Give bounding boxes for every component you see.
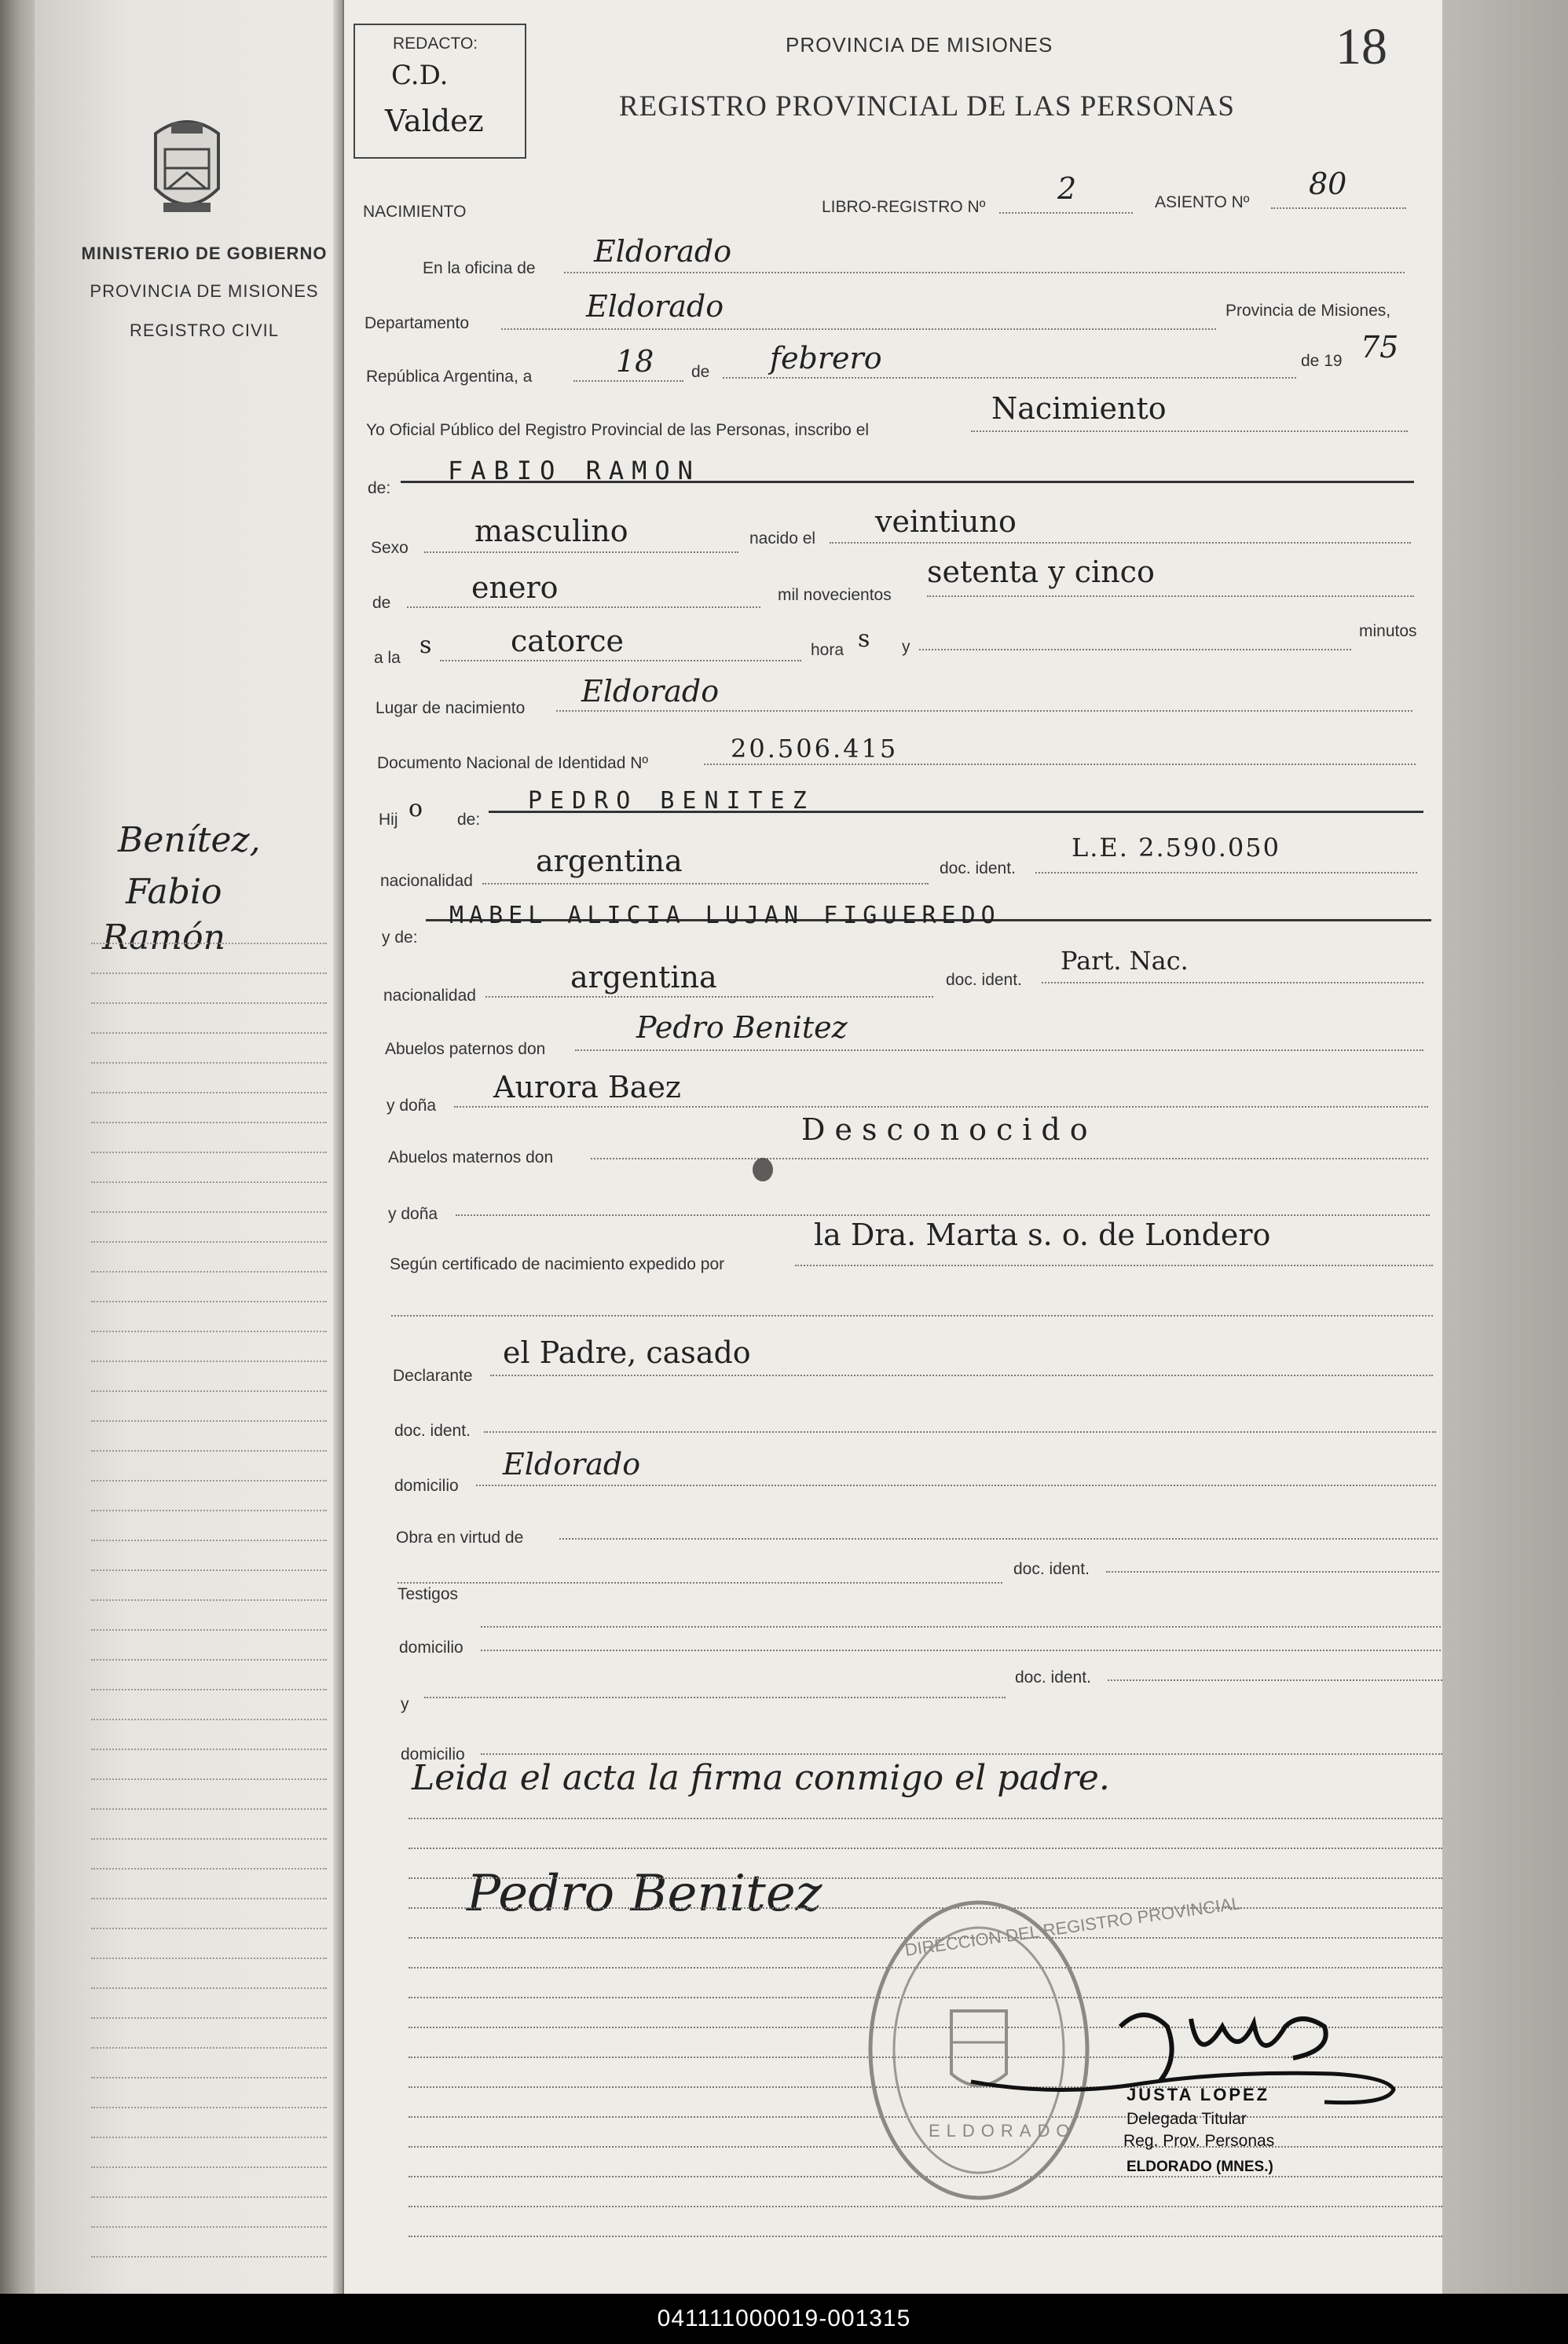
nac1-label: nacionalidad (380, 872, 473, 890)
obra-label: Obra en virtud de (396, 1529, 524, 1547)
body-ruled-line (408, 1818, 1442, 1819)
stamp-place: ELDORADO (929, 2121, 1076, 2141)
dni-dots (704, 764, 1416, 765)
obra-dots-2 (397, 1582, 1002, 1584)
minutos-dots (919, 649, 1351, 650)
margin-ruled-line (91, 1659, 327, 1661)
declarante-dots (490, 1375, 1433, 1376)
dni-label: Documento Nacional de Identidad Nº (377, 754, 649, 772)
body-ruled-line (408, 1877, 1442, 1879)
asiento-label: ASIENTO Nº (1155, 193, 1250, 211)
signature-padre: Pedro Benitez (467, 1865, 822, 1923)
margin-ruled-line (91, 1599, 327, 1601)
margin-ruled-line (91, 1062, 327, 1064)
margin-ruled-line (91, 1689, 327, 1690)
oficial-label: Yo Oficial Público del Registro Provincial de las Personas, inscribo el (366, 421, 870, 439)
margin-ruled-line (91, 1719, 327, 1720)
mil-label: mil novecientos (778, 586, 892, 604)
hora-suffix: s (858, 625, 870, 653)
lugar-dots (556, 710, 1412, 712)
margin-ruled-line (91, 1241, 327, 1243)
margin-ruled-line (91, 1510, 327, 1511)
margin-ruled-line (91, 1540, 327, 1541)
margin-ruled-line (91, 1808, 327, 1810)
form-left-rule (343, 0, 344, 2294)
margin-ruled-line (91, 1122, 327, 1123)
doc4-label: doc. ident. (1013, 1560, 1090, 1578)
anio-value: 75 (1361, 330, 1399, 364)
ministry-title: MINISTERIO DE GOBIERNO (81, 244, 328, 263)
margin-ruled-line (91, 972, 327, 974)
dia-dots (573, 380, 683, 382)
domicilio3-label: domicilio (401, 1745, 465, 1763)
libro-value: 2 (1057, 171, 1077, 206)
nac1-dots (482, 883, 929, 884)
margin-ruled-line (91, 1002, 327, 1004)
abuelo-pat-dots (575, 1049, 1423, 1051)
margin-ruled-line (91, 2017, 327, 2019)
departamento-label: Departamento (365, 314, 470, 332)
official-place: ELDORADO (MNES.) (1127, 2159, 1273, 2175)
doc1-dots (1035, 872, 1417, 874)
de-label: de (691, 363, 710, 381)
doc2-value: Part. Nac. (1061, 946, 1189, 976)
oficina-dots (564, 272, 1405, 273)
header-province: PROVINCIA DE MISIONES (786, 33, 1053, 57)
inscribo-dots (971, 430, 1408, 432)
nac2-label: nacionalidad (383, 987, 476, 1005)
dni-value: 20.506.415 (731, 734, 899, 764)
asiento-value: 80 (1309, 167, 1347, 201)
abuelo-mat-value: Desconocido (801, 1112, 1097, 1147)
y2-dots (424, 1697, 1006, 1698)
de-nombre-label: de: (368, 479, 391, 497)
hijo-suffix: o (408, 795, 423, 822)
margin-ruled-line (91, 1420, 327, 1422)
sexo-dots (424, 551, 738, 553)
madre-value: MABEL ALICIA LUJAN FIGUEREDO (449, 902, 1001, 929)
margin-ruled-line (91, 2107, 327, 2108)
header-title: REGISTRO PROVINCIAL DE LAS PERSONAS (619, 90, 1235, 123)
document-id: 041111000019-001315 (657, 2306, 911, 2331)
dona1-label: y doña (387, 1097, 437, 1115)
margin-note-line2: Fabio (126, 872, 222, 912)
left-page (35, 0, 343, 2294)
lugar-value: Eldorado (581, 674, 720, 709)
nacido-dots (830, 542, 1411, 544)
ink-blot (753, 1158, 773, 1181)
abuela-pat-value: Aurora Baez (493, 1070, 681, 1104)
margin-ruled-line (91, 2196, 327, 2198)
margin-ruled-line (91, 2137, 327, 2138)
margin-ruled-line (91, 943, 327, 944)
book-cover-right (1442, 0, 1568, 2294)
margin-ruled-line (91, 1361, 327, 1362)
margin-ruled-line (91, 1569, 327, 1571)
doc3-label: doc. ident. (394, 1422, 471, 1440)
minutos-label: minutos (1359, 622, 1417, 640)
mes-value: febrero (770, 341, 882, 375)
margin-ruled-line (91, 1271, 327, 1273)
abuelos-pat-label: Abuelos paternos don (385, 1040, 546, 1058)
de-mes-label: de (372, 594, 391, 612)
inscribo-value: Nacimiento (991, 391, 1167, 426)
margin-ruled-line (91, 2047, 327, 2049)
margin-ruled-line (91, 1749, 327, 1750)
abuelos-mat-label: Abuelos maternos don (388, 1148, 554, 1167)
act-type-label: NACIMIENTO (363, 203, 467, 221)
official-office: Reg. Prov. Personas (1123, 2132, 1275, 2150)
abuela-mat-dots (456, 1214, 1430, 1216)
redacto-line2: Valdez (385, 104, 484, 138)
dia-value: 18 (616, 344, 654, 379)
seal-icon (140, 110, 234, 225)
margin-ruled-line (91, 1152, 327, 1153)
nac2-dots (485, 996, 933, 998)
margin-ruled-line (91, 2256, 327, 2258)
margin-ruled-line (91, 2077, 327, 2078)
margin-ruled-line (91, 2226, 327, 2228)
domicilio3-dots (481, 1753, 1442, 1755)
dona2-label: y doña (388, 1205, 438, 1223)
margin-ruled-line (91, 1301, 327, 1302)
a-la-suffix: s (419, 632, 432, 659)
declarante-value: el Padre, casado (503, 1335, 751, 1370)
abuelo-mat-dots (591, 1158, 1428, 1159)
book-edge (0, 0, 35, 2294)
margin-ruled-line (91, 1987, 327, 1989)
body-ruled-line (408, 1848, 1442, 1849)
doc1-label: doc. ident. (940, 859, 1016, 877)
sexo-label: Sexo (371, 539, 408, 557)
margin-ruled-line (91, 1958, 327, 1959)
doc1-value: L.E. 2.590.050 (1072, 833, 1280, 863)
anio-nac-value: setenta y cinco (927, 555, 1155, 589)
margin-ruled-line (91, 1181, 327, 1183)
redacto-line1: C.D. (391, 60, 449, 91)
margin-ruled-line (91, 1629, 327, 1631)
lugar-label: Lugar de nacimiento (376, 699, 526, 717)
declarante-label: Declarante (393, 1367, 473, 1385)
ministry-province: PROVINCIA DE MISIONES (90, 281, 319, 301)
certificado-label: Según certificado de nacimiento expedido por (390, 1255, 725, 1273)
y-label: y (902, 638, 910, 656)
libro-dots (999, 212, 1133, 214)
abuela-pat-dots (454, 1106, 1428, 1108)
testigos-dots (481, 1626, 1441, 1628)
provincia-suffix: Provincia de Misiones, (1225, 302, 1391, 320)
doc2-label: doc. ident. (946, 971, 1022, 989)
certificado-value: la Dra. Marta s. o. de Londero (814, 1218, 1271, 1252)
margin-note-line3: Ramón (102, 917, 225, 958)
margin-ruled-line (91, 1092, 327, 1093)
domicilio2-label: domicilio (399, 1639, 463, 1657)
domicilio1-dots (476, 1485, 1436, 1486)
a-la-label: a la (374, 649, 401, 667)
anio-label: de 19 (1301, 352, 1343, 370)
margin-ruled-line (91, 1390, 327, 1392)
republica-label: República Argentina, a (366, 368, 533, 386)
domicilio1-label: domicilio (394, 1477, 459, 1495)
nacido-label: nacido el (749, 529, 816, 548)
closing-statement: Leida el acta la firma conmigo el padre. (412, 1758, 1110, 1798)
doc2-dots (1042, 982, 1423, 983)
margin-ruled-line (91, 1331, 327, 1332)
margin-note-line1: Benítez, (118, 820, 261, 860)
margin-ruled-line (91, 1032, 327, 1034)
stamp-text: DIRECCION DEL REGISTRO PROVINCIAL (903, 1893, 1243, 1960)
official-name: JUSTA LOPEZ (1127, 2085, 1270, 2104)
yde-label: y de: (382, 928, 418, 947)
margin-ruled-line (91, 1480, 327, 1481)
mes-dots (723, 377, 1296, 379)
certificado-dots (795, 1265, 1433, 1266)
redacto-label: REDACTO: (393, 35, 478, 53)
certificado-dots-2 (391, 1315, 1433, 1317)
hora-dots (440, 660, 801, 661)
doc5-dots (1108, 1679, 1442, 1681)
abuelo-pat-value: Pedro Benitez (636, 1010, 848, 1045)
doc4-dots (1106, 1571, 1439, 1573)
nacido-value: veintiuno (875, 504, 1017, 539)
obra-dots (559, 1538, 1438, 1540)
margin-ruled-line (91, 1868, 327, 1870)
asiento-dots (1271, 207, 1406, 209)
margin-ruled-line (91, 1898, 327, 1899)
hora-value: catorce (511, 624, 625, 658)
redacto-box (354, 24, 526, 159)
anio-nac-dots (927, 595, 1414, 597)
hijo-de-label: de: (457, 811, 481, 829)
official-role: Delegada Titular (1127, 2110, 1247, 2128)
hora-label: hora (811, 641, 844, 659)
y2-label: y (401, 1695, 409, 1713)
margin-ruled-line (91, 1211, 327, 1213)
margin-ruled-line (91, 1778, 327, 1780)
oficina-label: En la oficina de (423, 259, 536, 277)
nac1-value: argentina (536, 844, 683, 878)
page-number: 18 (1335, 18, 1387, 75)
mes-nac-value: enero (471, 570, 559, 605)
margin-ruled-line (91, 1928, 327, 1929)
nac2-value: argentina (570, 960, 717, 994)
departamento-value: Eldorado (586, 289, 724, 324)
margin-ruled-line (91, 1450, 327, 1452)
testigos-label: Testigos (397, 1585, 459, 1603)
margin-ruled-line (91, 1838, 327, 1840)
mes-nac-dots (407, 606, 760, 608)
hijo-label: Hij (379, 811, 398, 829)
body-ruled-line (408, 2236, 1442, 2237)
departamento-dots (501, 328, 1216, 330)
margin-ruled-line (91, 2166, 327, 2168)
nombre-value: FABIO RAMON (448, 456, 701, 485)
padre-value: PEDRO BENITEZ (528, 787, 815, 815)
doc3-dots (484, 1431, 1436, 1433)
doc5-label: doc. ident. (1015, 1668, 1091, 1687)
libro-label: LIBRO-REGISTRO Nº (822, 198, 986, 216)
domicilio1-value: Eldorado (503, 1447, 641, 1481)
oficina-value: Eldorado (594, 234, 732, 269)
ministry-registry: REGISTRO CIVIL (129, 320, 280, 340)
sexo-value: masculino (474, 514, 628, 548)
domicilio2-dots (481, 1650, 1441, 1651)
